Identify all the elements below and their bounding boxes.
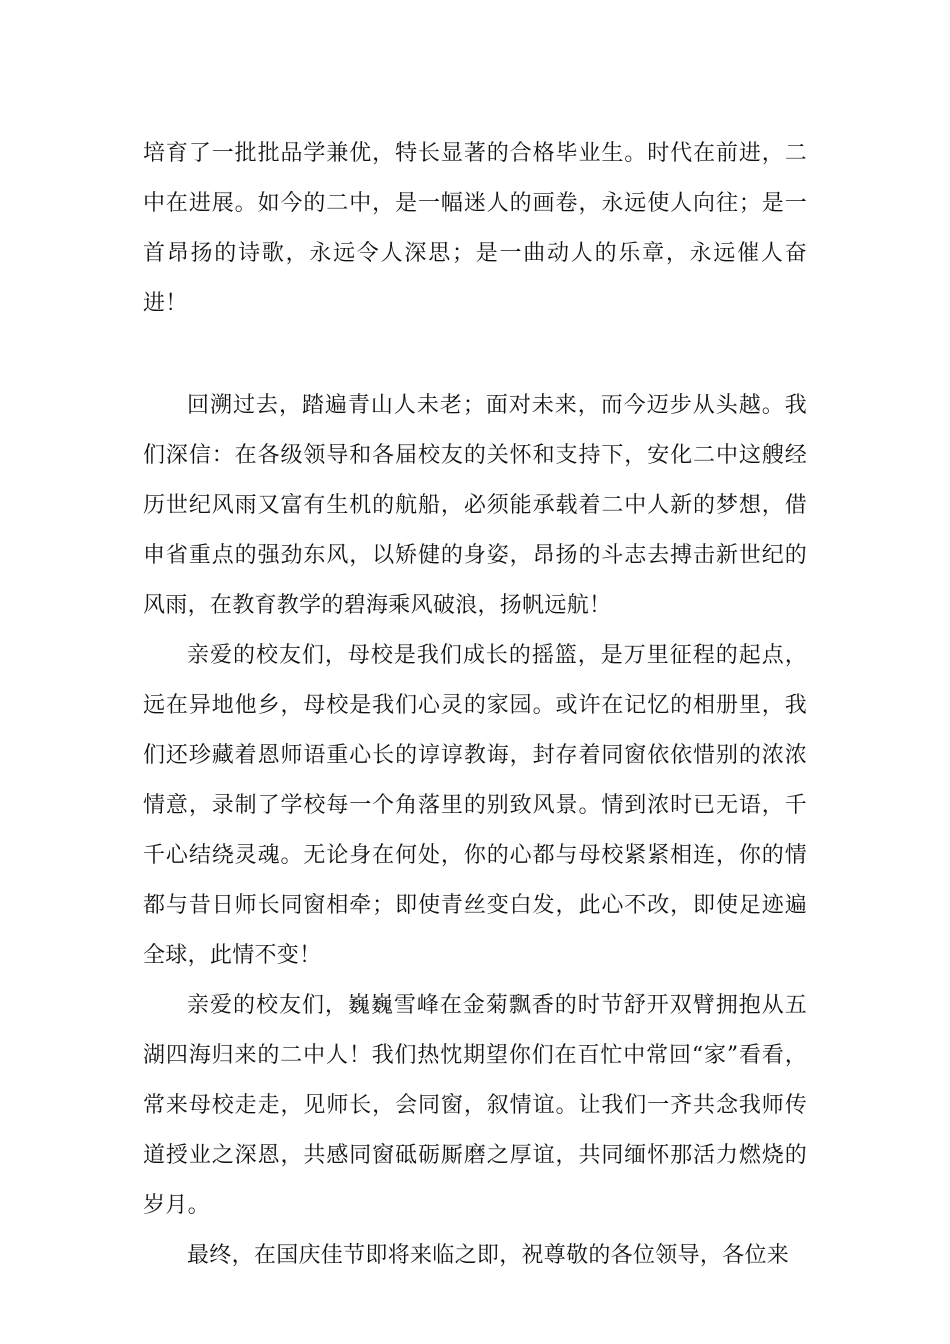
document-body — [143, 129, 807, 1281]
paragraph-closing: 最终，在国庆佳节即将来临之即，祝尊敬的各位领导，各位来 — [187, 1243, 790, 1268]
paragraph-alma-mater: 亲爱的校友们，母校是我们成长的摇篮，是万里征程的起点，远在异地他乡，母校是我们心灵的家园。或许在记忆的相册里，我们还珍藏着恩师语重心长的谆谆教诲，封存着同窗依依惜别的浓浓情意，录制了学校每一个角落里的别致风景。情到浓时已无语，千千心结绕灵魂。无论身在何处，你的心都与母校紧紧相连，你的情都与昔日师长同窗相牵；即使青丝变白发，此心不改，即使足迹遍全球，此情不变！ — [143, 643, 807, 968]
paragraph-looking-back: 回溯过去，踏遍青山人未老；面对未来，而今迈步从头越。我们深信：在各级领导和各届校友的关怀和支持下，安化二中这艘经历世纪风雨又富有生机的航船，必须能承载着二中人新的梦想，借申省重点的强劲东风，以矫健的身姿，昂扬的斗志去搏击新世纪的风雨，在教育教学的碧海乘风破浪，扬帆远航！ — [143, 393, 807, 618]
paragraph-continuation: 培育了一批批品学兼优，特长显著的合格毕业生。时代在前进，二中在进展。如今的二中，是一幅迷人的画卷，永远使人向往；是一首昂扬的诗歌，永远令人深思；是一曲动人的乐章，永远催人奋进！ — [143, 141, 807, 316]
paragraph-invitation: 亲爱的校友们，巍巍雪峰在金菊飘香的时节舒开双臂拥抱从五湖四海归来的二中人！我们热忱期望你们在百忙中常回“家”看看，常来母校走走，见师长，会同窗，叙情谊。让我们一齐共念我师传道授业之深恩，共感同窗砥砺厮磨之厚谊，共同缅怀那活力燃烧的岁月。 — [143, 993, 807, 1218]
